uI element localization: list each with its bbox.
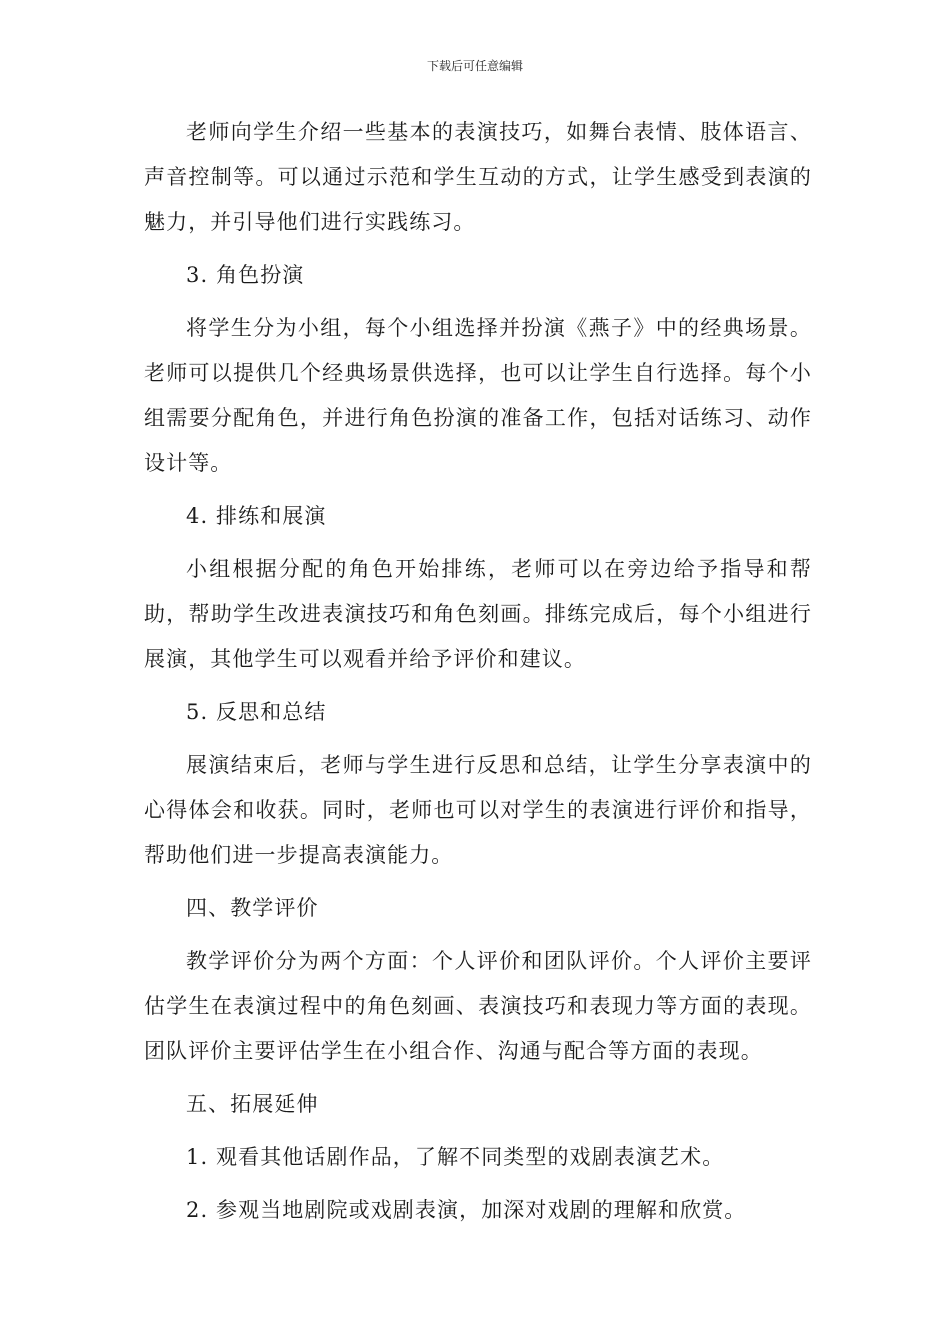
paragraph-performance-skills: 老师向学生介绍一些基本的表演技巧，如舞台表情、肢体语言、声音控制等。可以通过示范和学生互动的方式，让学生感受到表演的魅力，并引导他们进行实践练习。 bbox=[144, 120, 812, 234]
document-body bbox=[144, 110, 812, 1233]
header-note: 下载后可任意编辑 bbox=[426, 59, 523, 73]
heading-role-play: 3. 角色扮演 bbox=[186, 263, 305, 287]
section-heading-extension: 五、拓展延伸 bbox=[186, 1092, 319, 1116]
heading-rehearsal: 4. 排练和展演 bbox=[186, 504, 327, 528]
extension-item-2: 2. 参观当地剧院或戏剧表演，加深对戏剧的理解和欣赏。 bbox=[186, 1198, 747, 1222]
paragraph-rehearsal: 小组根据分配的角色开始排练，老师可以在旁边给予指导和帮助，帮助学生改进表演技巧和角色刻画。排练完成后，每个小组进行展演，其他学生可以观看并给予评价和建议。 bbox=[144, 557, 812, 671]
section-heading-evaluation: 四、教学评价 bbox=[186, 896, 319, 920]
paragraph-evaluation: 教学评价分为两个方面：个人评价和团队评价。个人评价主要评估学生在表演过程中的角色刻画、表演技巧和表现力等方面的表现。团队评价主要评估学生在小组合作、沟通与配合等方面的表现。 bbox=[144, 949, 812, 1063]
extension-item-1: 1. 观看其他话剧作品，了解不同类型的戏剧表演艺术。 bbox=[186, 1145, 725, 1169]
paragraph-role-play: 将学生分为小组，每个小组选择并扮演《燕子》中的经典场景。老师可以提供几个经典场景供选择，也可以让学生自行选择。每个小组需要分配角色，并进行角色扮演的准备工作，包括对话练习、动作设计等。 bbox=[144, 316, 812, 475]
heading-reflection: 5. 反思和总结 bbox=[186, 700, 327, 724]
paragraph-reflection: 展演结束后，老师与学生进行反思和总结，让学生分享表演中的心得体会和收获。同时，老师也可以对学生的表演进行评价和指导，帮助他们进一步提高表演能力。 bbox=[144, 753, 812, 867]
